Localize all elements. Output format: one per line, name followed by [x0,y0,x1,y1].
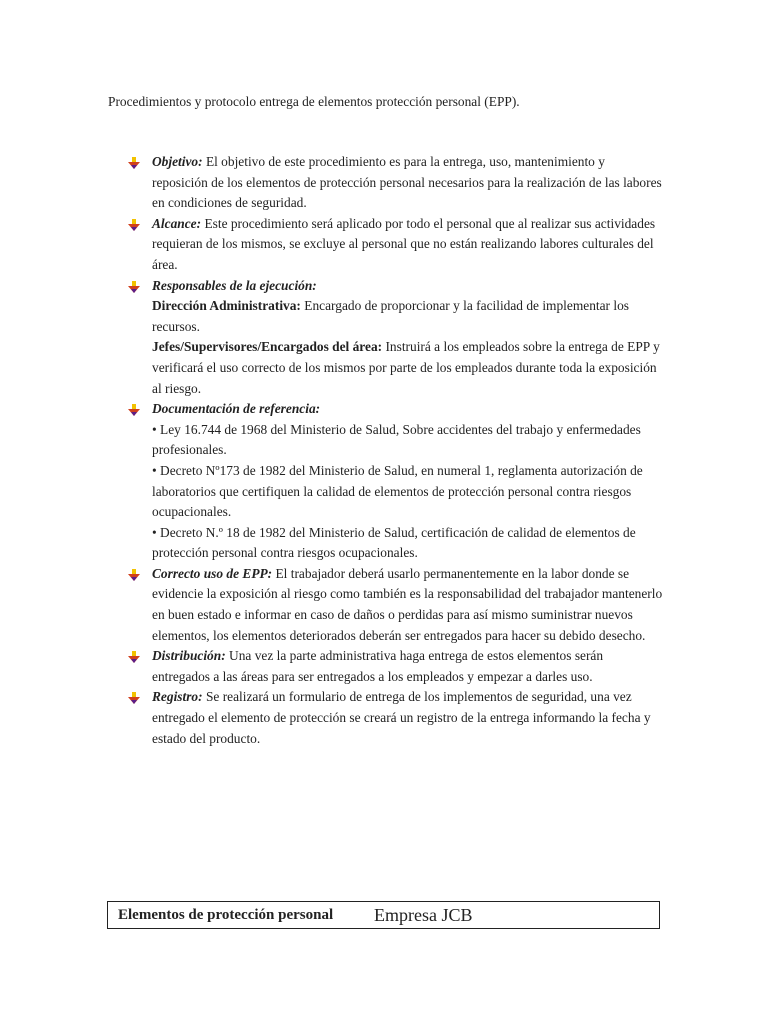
section-distribucion [124,646,664,687]
section-alcance [124,214,664,276]
responsable-jefes [152,337,664,399]
section-text: El objetivo de este procedimiento es para la entrega, uso, mantenimiento y reposición de los elementos de protección personal necesarios para la realización de las labores en condiciones de seguridad. [152,154,662,211]
section-heading: Registro: [152,689,203,705]
section-responsables [124,276,664,400]
section-text: El trabajador deberá usarlo permanentemente en la labor donde se evidencie la exposición al riesgo como también es la responsabilidad del trabajador mantenerlo en buen estado e informar en caso de daños o perdidas para así mismo suministrar nuevos elementos, los elementos deteriorados deberán ser entregados para hacer su debido desecho. [152,565,663,643]
arrow-bullet-icon [128,157,140,169]
section-heading: Objetivo: [152,154,203,169]
responsable-direccion [152,296,664,337]
footer-title: Elementos de protección personal [118,907,334,923]
arrow-bullet-icon [128,281,140,293]
document-title: Procedimientos y protocolo entrega de elementos protección personal (EPP). [108,94,520,109]
responsable-label: Jefes/Supervisores/Encargados del área: [152,339,383,355]
section-text: Se realizará un formulario de entrega de los implementos de seguridad, una vez entregado el elemento de protección se creará un registro de la entrega informando la fecha y estado del producto. [152,689,651,746]
arrow-bullet-icon [128,651,140,663]
section-heading: Correcto uso de EPP: [152,565,273,581]
responsable-text: Instruirá a los empleados sobre la entrega de EPP y verificará el uso correcto de los mismos por parte de los empleados durante toda la exposición al riesgo. [152,339,660,396]
section-documentacion [124,399,664,564]
arrow-bullet-icon [128,692,140,704]
arrow-bullet-icon [128,569,140,581]
footer-table [107,901,660,929]
arrow-bullet-icon [128,219,140,231]
reference-item: • Decreto Nº173 de 1982 del Ministerio de Salud, en numeral 1, reglamenta autorización de laboratorios que certifiquen la calidad de elementos de protección personal contra riesgos ocupacionales. [152,462,643,520]
responsable-label: Dirección Administrativa: [152,298,301,314]
section-heading: Distribución: [152,648,226,664]
reference-item: • Ley 16.744 de 1968 del Ministerio de Salud, Sobre accidentes del trabajo y enfermedades profesionales. [152,421,641,458]
arrow-bullet-icon [128,404,140,416]
responsable-text: Encargado de proporcionar y la facilidad de implementar los recursos. [152,298,629,334]
company-name: Empresa JCB [374,905,473,925]
section-objetivo [124,152,664,214]
procedure-list [124,152,664,749]
section-heading: Responsables de la ejecución: [152,277,317,293]
section-registro [124,687,664,749]
section-heading: Alcance: [152,215,202,231]
section-correcto-uso [124,564,664,646]
section-text: Este procedimiento será aplicado por todo el personal que al realizar sus actividades requieran de los mismos, se excluye al personal que no están realizando labores culturales del área. [152,215,656,272]
section-heading: Documentación de referencia: [152,401,321,417]
section-text: Una vez la parte administrativa haga entrega de estos elementos serán entregados a las áreas para ser entregados a los empleados y empezar a darles uso. [152,648,604,684]
reference-item: • Decreto N.º 18 de 1982 del Ministerio de Salud, certificación de calidad de elementos de protección personal contra riesgos ocupacionales. [152,524,636,561]
